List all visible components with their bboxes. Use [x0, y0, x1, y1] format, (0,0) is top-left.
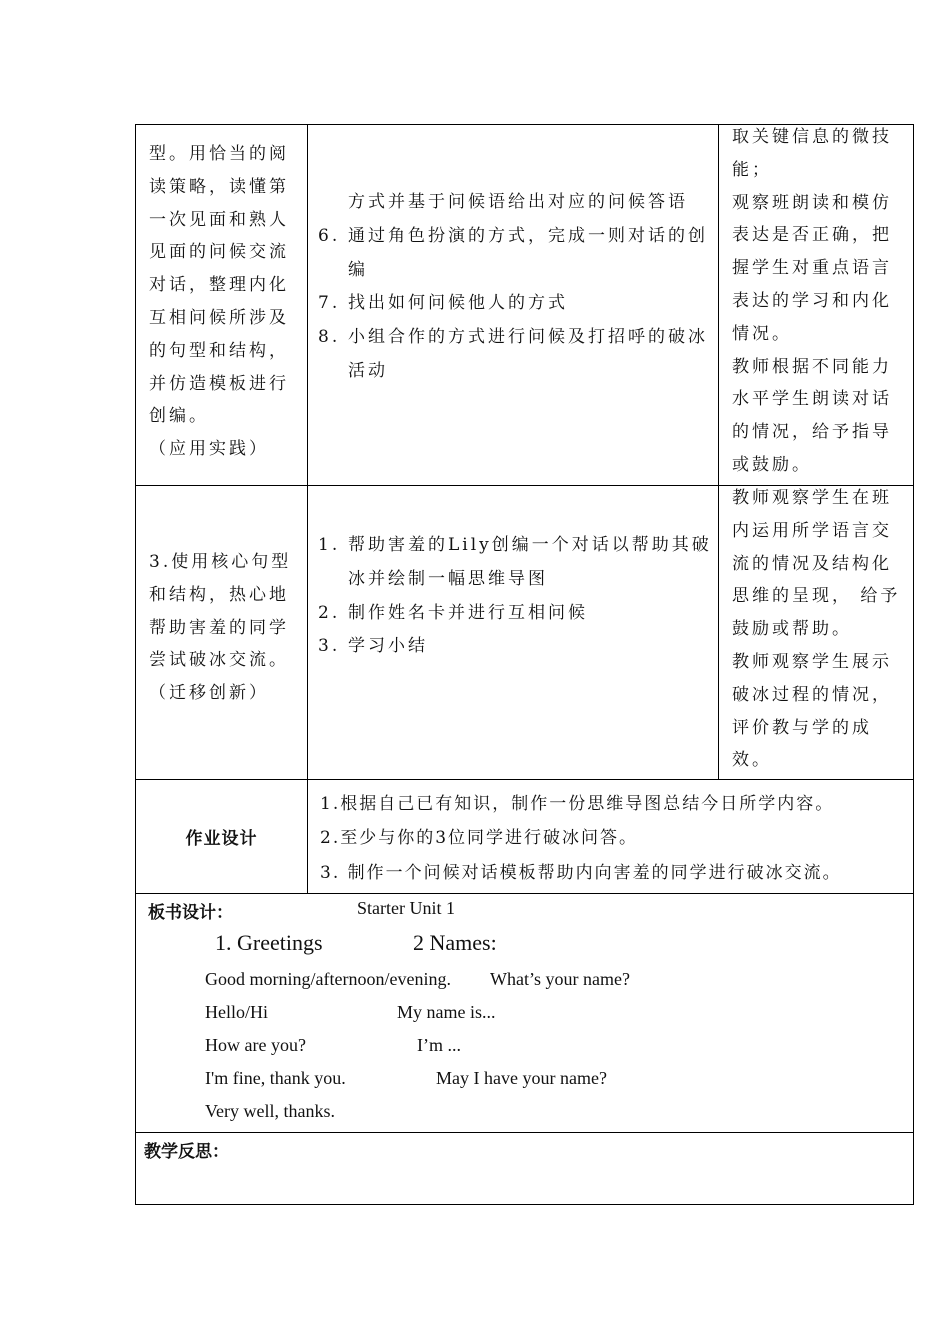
objective-line: 创编。	[149, 406, 209, 427]
assessment-line: 情况。	[732, 323, 792, 344]
item-text: 编	[348, 259, 368, 280]
board-line: Very well, thanks.	[205, 1101, 335, 1121]
assessment-line: 鼓励或帮助。	[732, 619, 852, 640]
objective-line: 尝试破冰交流。	[149, 650, 289, 671]
table-bottom-border	[135, 1204, 914, 1205]
list-item	[318, 287, 713, 321]
assessment-line: 教师根据不同能力	[732, 356, 892, 377]
unit-title: Starter Unit 1	[357, 898, 455, 918]
item-text: 学习小结	[348, 636, 428, 657]
row2-activities	[318, 529, 713, 664]
assessment-line: 取关键信息的微技	[732, 127, 892, 147]
board-line: May I have your name?	[436, 1068, 607, 1088]
board-heading-greetings: 1. Greetings	[215, 930, 323, 955]
assessment-line: 能；	[732, 159, 772, 180]
assessment-line: 表达的学习和内化	[732, 290, 892, 311]
row-divider-2	[135, 779, 914, 780]
row-divider-3	[135, 893, 914, 894]
objective-line: 互相问候所涉及	[149, 307, 289, 328]
list-item	[318, 186, 713, 220]
item-text: 小组合作的方式进行问候及打招呼的破冰	[348, 327, 708, 348]
board-line: How are you?	[205, 1035, 306, 1055]
homework-item: 2.至少与你的3位同学进行破冰问答。	[320, 828, 639, 848]
board-line: My name is...	[397, 1002, 496, 1022]
item-number: 8.	[318, 327, 341, 348]
assessment-line: 内运用所学语言交	[732, 520, 892, 541]
assessment-line: 表达是否正确，把	[732, 225, 892, 246]
assessment-line: 或鼓励。	[732, 454, 812, 475]
objective-line: （应用实践）	[149, 439, 269, 460]
homework-item: 3. 制作一个问候对话模板帮助内向害羞的同学进行破冰交流。	[320, 863, 842, 883]
column-divider-1	[307, 124, 308, 894]
board-heading-names: 2 Names:	[413, 930, 497, 955]
assessment-line: 流的情况及结构化	[732, 553, 892, 574]
assessment-line: 效。	[732, 750, 772, 771]
objective-line: 一次见面和熟人	[149, 209, 289, 230]
board-line: I’m ...	[417, 1035, 461, 1055]
row1-activities	[318, 186, 713, 389]
objective-line: 的句型和结构，	[149, 340, 289, 361]
objective-line: 并仿造模板进行	[149, 373, 289, 394]
objective-line: 3.使用核心句型	[149, 552, 292, 572]
objective-line: 和结构，热心地	[149, 584, 289, 605]
board-line: What’s your name?	[490, 969, 630, 989]
list-item	[318, 597, 713, 631]
reflection-label: 教学反思：	[144, 1142, 229, 1162]
item-text: 方式并基于问候语给出对应的问候答语	[348, 192, 688, 212]
board-line: Hello/Hi	[205, 1002, 268, 1022]
homework-label: 作业设计	[185, 829, 258, 849]
homework-item: 1.根据自己已有知识，制作一份思维导图总结今日所学内容。	[320, 794, 835, 814]
table-left-border	[135, 124, 136, 1205]
item-number: 6.	[318, 225, 341, 246]
row2-objective	[149, 546, 299, 710]
row1-assessment	[732, 121, 908, 482]
row2-assessment	[732, 482, 908, 777]
list-item	[318, 220, 713, 288]
objective-line: 读策略，读懂第	[149, 176, 289, 197]
list-item	[318, 529, 713, 597]
objective-line: 帮助害羞的同学	[149, 617, 289, 638]
objective-line: 见面的问候交流	[149, 242, 289, 263]
assessment-line: 水平学生朗读对话	[732, 389, 892, 410]
item-text: 冰并绘制一幅思维导图	[348, 568, 548, 589]
objective-line: 型。用恰当的阅	[149, 144, 289, 164]
board-line: I'm fine, thank you.	[205, 1068, 346, 1088]
list-item	[318, 630, 713, 664]
item-text: 制作姓名卡并进行互相问候	[348, 602, 588, 623]
board-label: 板书设计：	[148, 903, 233, 923]
item-number: 1.	[318, 535, 341, 555]
item-number: 7.	[318, 293, 341, 314]
objective-line: 对话，整理内化	[149, 275, 289, 296]
row1-objective	[149, 138, 299, 466]
item-text: 活动	[348, 360, 388, 381]
assessment-line: 教师观察学生在班	[732, 488, 892, 508]
assessment-line: 思维的呈现， 给予	[732, 586, 901, 607]
assessment-line: 观察班朗读和模仿	[732, 192, 892, 213]
assessment-line: 破冰过程的情况，	[732, 684, 892, 705]
column-divider-2	[718, 124, 719, 780]
item-text: 找出如何问候他人的方式	[348, 293, 568, 314]
table-right-border	[913, 124, 914, 1205]
assessment-line: 教师观察学生展示	[732, 651, 892, 672]
row-divider-4	[135, 1132, 914, 1133]
item-number: 3.	[318, 636, 341, 657]
assessment-line: 的情况，给予指导	[732, 422, 892, 443]
assessment-line: 评价教与学的成	[732, 717, 872, 738]
item-text: 帮助害羞的Lily创编一个对话以帮助其破	[348, 535, 712, 555]
item-text: 通过角色扮演的方式，完成一则对话的创	[348, 225, 708, 246]
item-number: 2.	[318, 602, 341, 623]
assessment-line: 握学生对重点语言	[732, 258, 892, 279]
objective-line: （迁移创新）	[149, 683, 269, 704]
board-line: Good morning/afternoon/evening.	[205, 969, 451, 989]
list-item	[318, 321, 713, 389]
